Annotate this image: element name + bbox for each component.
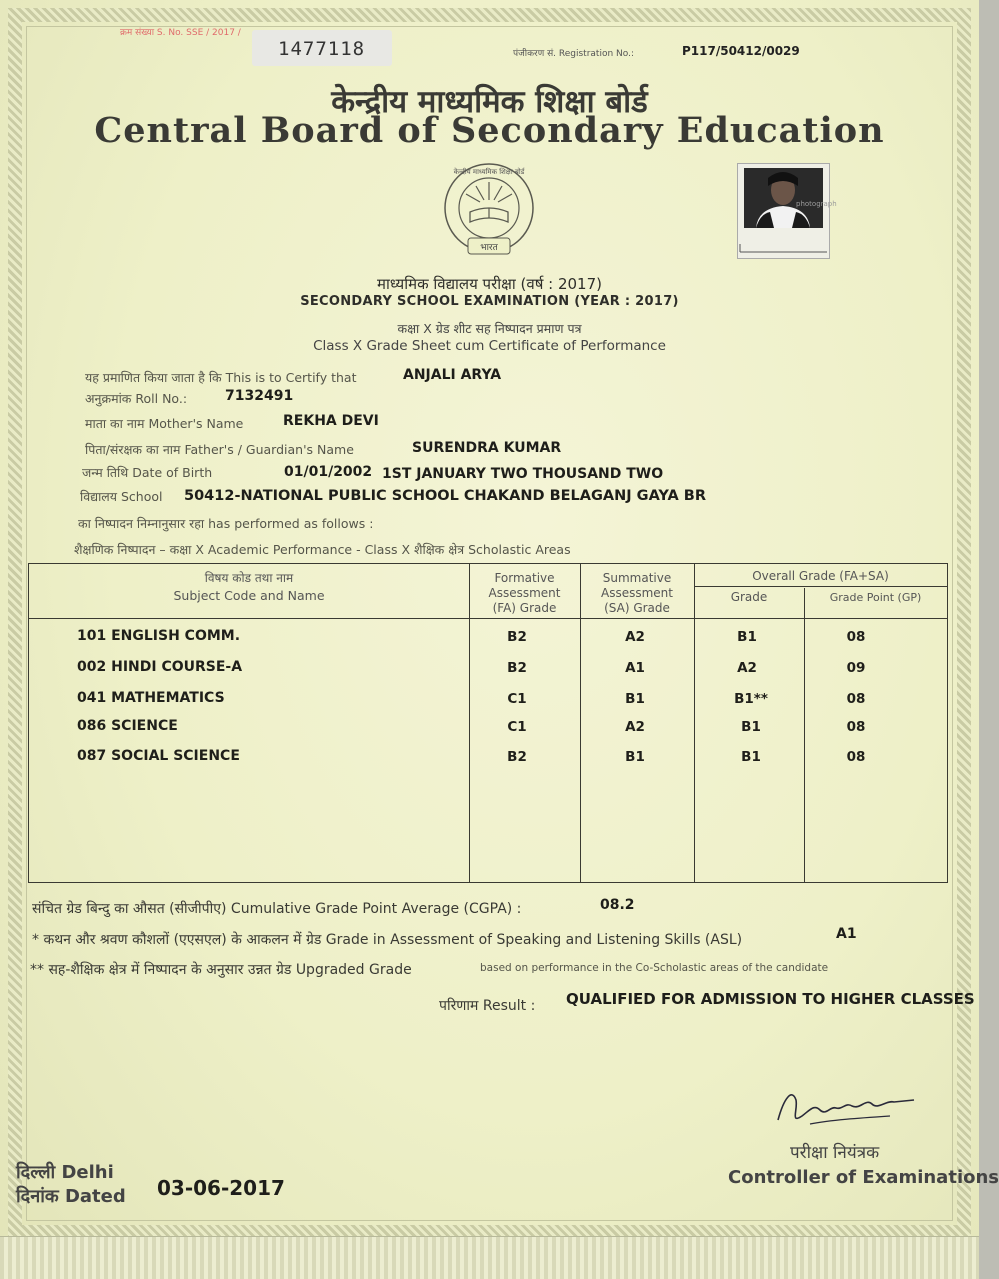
school-name: 50412-NATIONAL PUBLIC SCHOOL CHAKAND BELAGANJ GAYA BR bbox=[184, 488, 707, 504]
header-subject-hindi: विषय कोड तथा नाम bbox=[204, 571, 294, 585]
header-sa-2: Assessment bbox=[601, 586, 673, 600]
row-fa-grade: B2 bbox=[507, 629, 527, 645]
performed-label: का निष्पादन निम्नानुसार रहा has performed as follows : bbox=[78, 516, 374, 531]
certificate-title-english: Class X Grade Sheet cum Certificate of Performance bbox=[313, 338, 666, 354]
row-sa-grade: B1 bbox=[625, 691, 645, 707]
board-name-hindi: केन्द्रीय माध्यमिक शिक्षा बोर्ड bbox=[331, 84, 648, 120]
header-fa-1: Formative bbox=[494, 571, 555, 585]
father-label: पिता/संरक्षक का नाम Father's / Guardian's Name bbox=[85, 442, 354, 457]
row-grade-point: 08 bbox=[846, 629, 866, 645]
header-fa-3: (FA) Grade bbox=[492, 601, 557, 615]
row-subject: 002 HINDI COURSE-A bbox=[77, 659, 243, 675]
mother-name: REKHA DEVI bbox=[283, 413, 379, 429]
emblem-top-text: केन्द्रीय माध्यमिक शिक्षा बोर्ड bbox=[453, 168, 525, 176]
grade-table bbox=[28, 563, 948, 883]
roll-label: अनुक्रमांक Roll No.: bbox=[85, 391, 188, 406]
place-label: दिल्ली Delhi bbox=[16, 1162, 114, 1183]
roll-number: 7132491 bbox=[225, 388, 294, 404]
registration-number: P117/50412/0029 bbox=[682, 44, 800, 58]
row-subject: 041 MATHEMATICS bbox=[77, 690, 225, 706]
row-grade-point: 08 bbox=[846, 719, 866, 735]
exam-title-english: SECONDARY SCHOOL EXAMINATION (YEAR : 2017) bbox=[300, 294, 679, 309]
row-grade-point: 08 bbox=[846, 749, 866, 765]
cbse-emblem-icon bbox=[430, 160, 548, 262]
header-fa-2: Assessment bbox=[488, 586, 561, 600]
row-overall-grade: B1 bbox=[737, 629, 757, 645]
row-fa-grade: C1 bbox=[507, 691, 527, 707]
header-overall: Overall Grade (FA+SA) bbox=[752, 569, 889, 583]
header-grade: Grade bbox=[730, 590, 768, 604]
dated-label: दिनांक Dated bbox=[16, 1186, 126, 1207]
row-subject: 101 ENGLISH COMM. bbox=[77, 628, 241, 644]
row-sa-grade: A1 bbox=[625, 660, 645, 676]
student-photo bbox=[737, 163, 837, 259]
serial-label: क्रम संख्या S. No. SSE / 2017 / bbox=[120, 28, 241, 38]
cgpa-value: 08.2 bbox=[600, 897, 635, 913]
row-sa-grade: A2 bbox=[625, 629, 645, 645]
header-sa-1: Summative bbox=[602, 571, 672, 585]
cgpa-label: संचित ग्रेड बिन्दु का औसत (सीजीपीए) Cumulative Grade Point Average (CGPA) : bbox=[32, 901, 522, 917]
asl-value: A1 bbox=[836, 926, 857, 942]
photo-watermark: photograph bbox=[796, 200, 837, 208]
row-fa-grade: C1 bbox=[507, 719, 527, 735]
dob-label: जन्म तिथि Date of Birth bbox=[82, 465, 213, 480]
row-sa-grade: A2 bbox=[625, 719, 645, 735]
controller-hindi: परीक्षा नियंत्रक bbox=[790, 1143, 880, 1163]
header-sa-3: (SA) Grade bbox=[604, 601, 670, 615]
row-subject: 086 SCIENCE bbox=[77, 718, 178, 734]
mother-label: माता का नाम Mother's Name bbox=[85, 416, 244, 431]
school-label: विद्यालय School bbox=[80, 489, 163, 504]
result-value: QUALIFIED FOR ADMISSION TO HIGHER CLASSES bbox=[566, 990, 975, 1008]
row-overall-grade: B1 bbox=[741, 749, 761, 765]
signature bbox=[770, 1080, 920, 1135]
father-name: SURENDRA KUMAR bbox=[412, 440, 562, 456]
row-subject: 087 SOCIAL SCIENCE bbox=[77, 748, 240, 764]
header-subject-english: Subject Code and Name bbox=[173, 588, 325, 603]
serial-number: 1477118 bbox=[278, 38, 366, 60]
row-overall-grade: B1 bbox=[741, 719, 761, 735]
row-sa-grade: B1 bbox=[625, 749, 645, 765]
row-overall-grade: B1** bbox=[734, 691, 768, 707]
certify-label: यह प्रमाणित किया जाता है कि This is to Certify that bbox=[85, 370, 357, 385]
controller-english: Controller of Examinations bbox=[728, 1167, 999, 1188]
student-name: ANJALI ARYA bbox=[403, 367, 502, 383]
upgraded-grade-note: based on performance in the Co-Scholastic areas of the candidate bbox=[480, 962, 829, 974]
row-grade-point: 09 bbox=[846, 660, 866, 676]
emblem-bottom-text: भारत bbox=[480, 243, 498, 253]
header-grade-point: Grade Point (GP) bbox=[829, 591, 922, 604]
dob-value: 01/01/2002 bbox=[284, 464, 373, 480]
asl-label: * कथन और श्रवण कौशलों (एएसएल) के आकलन में ग्रेड Grade in Assessment of Speaking and Listening Skills (ASL) bbox=[32, 932, 743, 948]
row-fa-grade: B2 bbox=[507, 660, 527, 676]
dob-words: 1ST JANUARY TWO THOUSAND TWO bbox=[382, 466, 664, 482]
registration-label: पंजीकरण सं. Registration No.: bbox=[513, 49, 634, 59]
result-label: परिणाम Result : bbox=[439, 998, 536, 1014]
issue-date: 03-06-2017 bbox=[157, 1176, 285, 1200]
bottom-border-band bbox=[0, 1236, 979, 1279]
certificate-title-hindi: कक्षा X ग्रेड शीट सह निष्पादन प्रमाण पत्र bbox=[397, 321, 582, 336]
row-overall-grade: A2 bbox=[737, 660, 757, 676]
upgraded-grade-label: ** सह-शैक्षिक क्षेत्र में निष्पादन के अनुसार उन्नत ग्रेड Upgraded Grade bbox=[30, 962, 412, 978]
board-name-english: Central Board of Secondary Education bbox=[94, 110, 885, 151]
row-grade-point: 08 bbox=[846, 691, 866, 707]
exam-title-hindi: माध्यमिक विद्यालय परीक्षा (वर्ष : 2017) bbox=[377, 275, 602, 293]
academic-performance-label: शैक्षणिक निष्पादन – कक्षा X Academic Performance - Class X शैक्षिक क्षेत्र Scholastic Areas bbox=[74, 542, 571, 557]
row-fa-grade: B2 bbox=[507, 749, 527, 765]
